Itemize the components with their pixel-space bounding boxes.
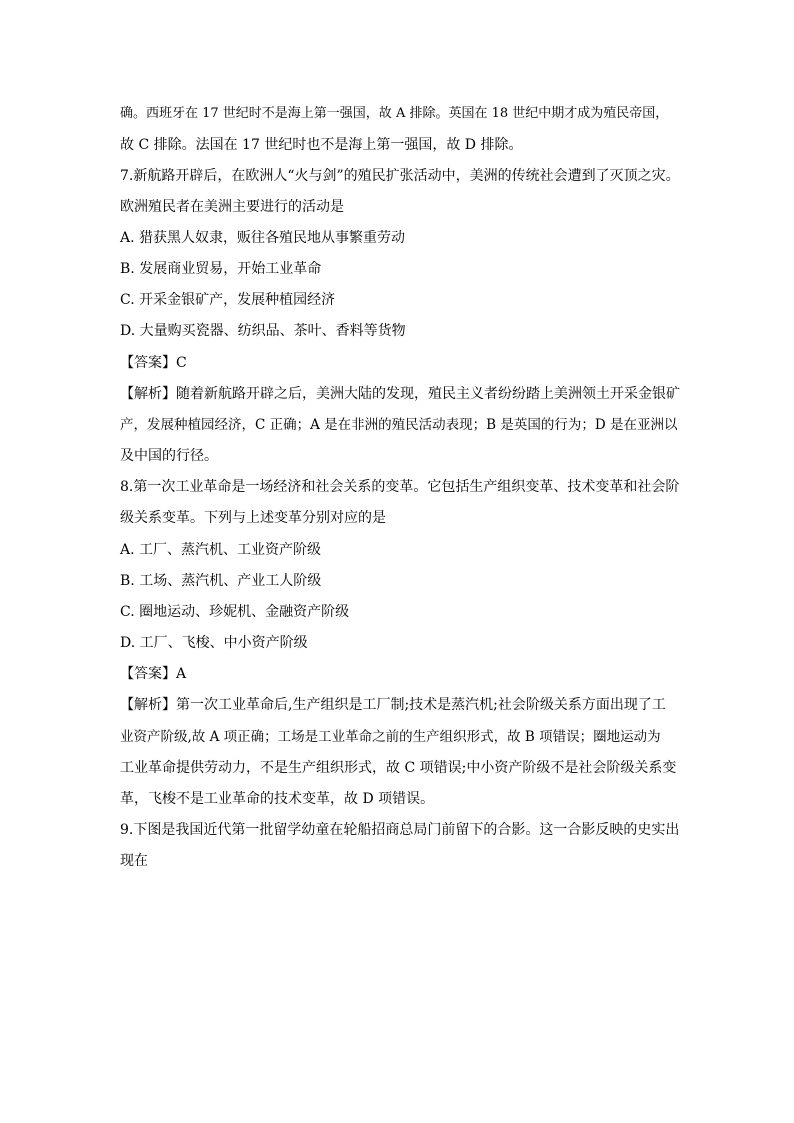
- question-7-stem: 欧洲殖民者在美洲主要进行的活动是: [120, 199, 344, 215]
- question-8-analysis: 业资产阶级,故 A 项正确；工场是工业革命之前的生产组织形式，故 B 项错误；圈地运动为: [120, 729, 661, 745]
- question-7-analysis: 【解析】随着新航路开辟之后，美洲大陆的发现，殖民主义者纷纷踏上美洲领土开采金银矿: [120, 386, 680, 402]
- question-9-stem: 9.下图是我国近代第一批留学幼童在轮船招商总局门前留下的合影。这一合影反映的史实出: [120, 822, 680, 838]
- question-7-option-d: D. 大量购买瓷器、纺织品、茶叶、香料等货物: [120, 323, 406, 339]
- question-7-answer: 【答案】C: [120, 355, 187, 371]
- question-7-analysis: 及中国的行径。: [120, 448, 218, 464]
- question-8-option-d: D. 工厂、飞梭、中小资产阶级: [120, 635, 308, 651]
- question-7-option-c: C. 开采金银矿产，发展种植园经济: [120, 292, 336, 308]
- question-8-analysis: 【解析】第一次工业革命后,生产组织是工厂制;技术是蒸汽机;社会阶级关系方面出现了工: [120, 697, 666, 713]
- question-7-option-b: B. 发展商业贸易，开始工业革命: [120, 261, 322, 277]
- question-8-stem: 级关系变革。下列与上述变革分别对应的是: [120, 510, 386, 526]
- question-8-analysis: 工业革命提供劳动力，不是生产组织形式，故 C 项错误;中小资产阶级不是社会阶级关系变: [120, 760, 677, 776]
- question-8-option-a: A. 工厂、蒸汽机、工业资产阶级: [120, 542, 322, 558]
- question-8-answer: 【答案】A: [120, 666, 187, 682]
- question-7-option-a: A. 猎获黑人奴隶，贩往各殖民地从事繁重劳动: [120, 230, 406, 246]
- question-8-stem: 8.第一次工业革命是一场经济和社会关系的变革。它包括生产组织变革、技术变革和社会阶: [120, 479, 680, 495]
- answer-explanation-line: 故 C 排除。法国在 17 世纪时也不是海上第一强国，故 D 排除。: [120, 137, 523, 153]
- question-8-option-b: B. 工场、蒸汽机、产业工人阶级: [120, 573, 322, 589]
- question-7-analysis: 产，发展种植园经济，C 正确；A 是在非洲的殖民活动表现；B 是英国的行为；D 是在亚洲以: [120, 417, 678, 433]
- question-7-stem: 7.新航路开辟后，在欧洲人“火与剑”的殖民扩张活动中，美洲的传统社会遭到了灭顶之灾。: [120, 168, 680, 184]
- question-9-stem: 现在: [120, 853, 148, 869]
- question-8-option-c: C. 圈地运动、珍妮机、金融资产阶级: [120, 604, 350, 620]
- answer-explanation-line: 确。西班牙在 17 世纪时不是海上第一强国，故 A 排除。英国在 18 世纪中期才成为殖民帝国，: [120, 106, 669, 121]
- question-8-analysis: 革，飞梭不是工业革命的技术变革，故 D 项错误。: [120, 791, 435, 807]
